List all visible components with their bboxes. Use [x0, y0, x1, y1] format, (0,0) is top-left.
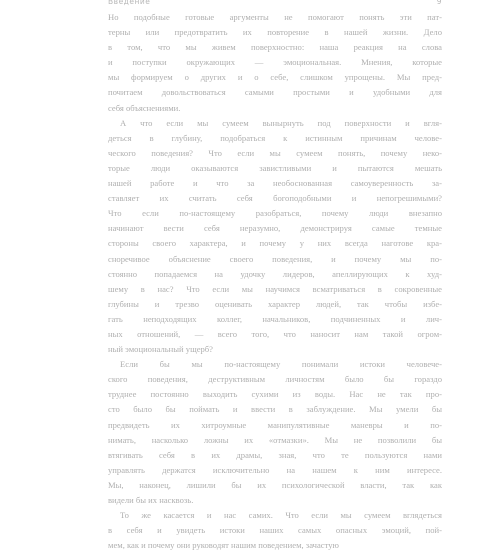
text-line: предвидеть их хитроумные манипулятивные маневры и по- — [108, 419, 442, 430]
text-line: шему в нас? Что если мы научимся всматриваться в сокровенные — [108, 283, 442, 294]
text-line: видели бы их насквозь. — [108, 495, 194, 505]
text-line: ского поведения, деструктивным личностям было бы гораздо — [108, 374, 442, 385]
text-line: торые люди оказываются завистливыми и пытаются мешать — [108, 162, 442, 173]
text-line: почитаем довольствоваться самыми простыми и удобными для — [108, 87, 442, 98]
text-line: сноречивое объяснение своего поведения, и почему мы по- — [108, 253, 442, 264]
text-line: в себя и увидеть истоки наших самых опасных эмоций, пой- — [108, 525, 442, 536]
text-line: нимать, насколько ложны их «отмазки». Мы не позволили бы — [108, 434, 442, 445]
text-line: нашей работе и что за необоснованная самоуверенность за- — [108, 178, 442, 189]
text-line: А что если мы сумеем вынырнуть под поверхности и вгля- — [120, 117, 442, 128]
text-line: Мы, наконец, лишили бы их психологической власти, так как — [108, 479, 442, 490]
body-text — [108, 10, 442, 553]
text-line: терны или предотвратить их повторение в нашей жизни. Дело — [108, 27, 442, 38]
text-line: труднее постоянно выходить сухими из воды. Нас не так про- — [108, 389, 442, 400]
text-line: начинают вести себя неразумно, демонстрируя самые темные — [108, 223, 442, 234]
running-header-section: Введение — [108, 0, 151, 6]
text-line: деться в глубину, подобраться к истинным причинам челове- — [108, 132, 442, 143]
text-line: и поступки окружающих — эмоциональная. Мнения, которые — [108, 57, 442, 68]
text-line: мем, как и почему они руководят нашим поведением, зачастую — [108, 540, 339, 551]
text-line: ных отношений, — всего того, что наносит нам такой огром- — [108, 328, 442, 339]
text-line: в том, что мы живем поверхностно: наша реакция на слова — [108, 42, 442, 53]
text-line: гать неподходящих коллег, начальников, подчиненных и лич- — [108, 313, 442, 324]
page-number: 9 — [436, 0, 442, 6]
paragraph — [108, 357, 442, 508]
text-line: То же касается и нас самих. Что если мы сумеем вглядеться — [120, 510, 442, 521]
paragraph — [108, 10, 442, 116]
text-line: ный эмоциональный ущерб? — [108, 344, 213, 355]
text-line: Если бы мы по-настоящему понимали истоки человече- — [120, 359, 442, 370]
text-line: Но подобные готовые аргументы не помогают понять эти пат- — [108, 12, 442, 22]
running-header — [108, 0, 442, 9]
text-line: Что если по-настоящему разобраться, почему люди внезапно — [108, 208, 442, 219]
text-line: сто было бы поймать и ввести в заблуждение. Мы умели бы — [108, 404, 442, 415]
text-line: глубины и трезво оценивать характер людей, так чтобы избе- — [108, 298, 442, 309]
text-line: стоянно попадаемся на удочку лидеров, апеллирующих к худ- — [108, 268, 442, 279]
text-line: управлять держатся исключительно на нашем к ним интересе. — [108, 464, 442, 475]
paragraph — [108, 116, 442, 358]
text-line: втягивать себя в их драмы, зная, что те пользуются нами — [108, 449, 442, 460]
text-line: ческого поведения? Что если мы сумеем понять, почему неко- — [108, 147, 442, 158]
text-line: мы формируем о других и о себе, слишком упрощены. Мы пред- — [108, 72, 442, 83]
paragraph — [108, 508, 442, 553]
text-line: себя объяснениями. — [108, 102, 181, 113]
text-line: ставляет их считать себя богоподобными и непогрешимыми? — [108, 193, 442, 204]
text-line: стороны своего характера, и почему у них всегда наготове кра- — [108, 238, 442, 249]
